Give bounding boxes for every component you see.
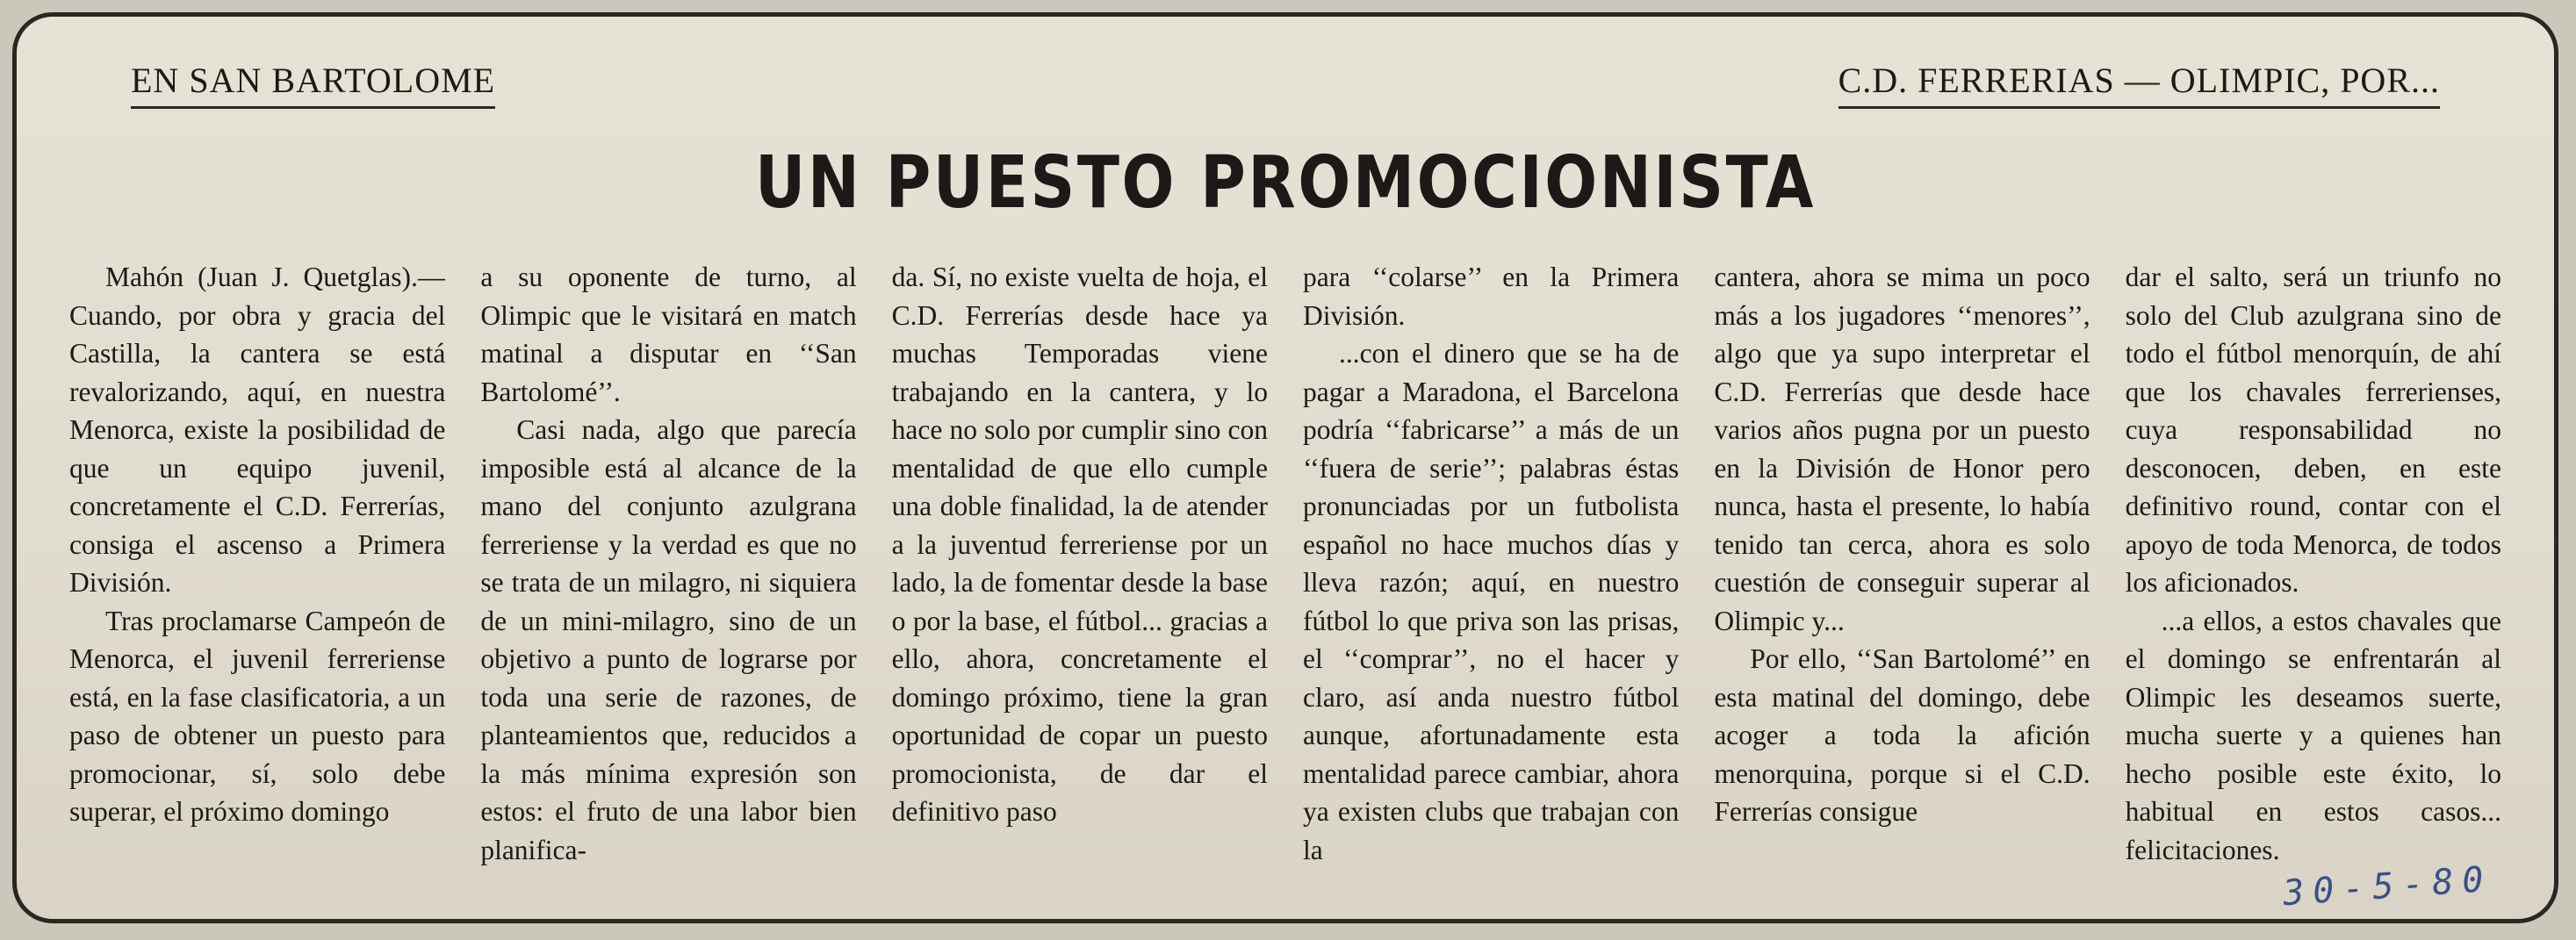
paragraph: Casi nada, algo que parecía imposible está al alcance de la mano del conjunto azulgrana ferreriense y la verdad es que no se trata de un milagro, ni siquiera de un mini-milagro, sino de un objetivo a punto de lograrse por toda una serie de razones, de planteamientos que, reducidos a la más mínima expresión son estos: el fruto de una labor bien planifica- [480, 414, 857, 865]
text-column-1 [69, 258, 445, 908]
text-column-2 [480, 258, 856, 908]
article-header [17, 59, 2554, 111]
paragraph: para ‘‘colarse’’ en la Primera División. [1303, 262, 1680, 331]
paragraph: a su oponente de turno, al Olimpic que le visitará en match matinal a disputar en ‘‘San Bartolomé’’. [480, 262, 857, 407]
paragraph: ...con el dinero que se ha de pagar a Maradona, el Barcelona podría ‘‘fabricarse’’ a más de un ‘‘fuera de serie’’; palabras éstas pronunciadas por un futbolista español no hace muchos días y lleva razón; aquí, en nuestro fútbol lo que priva son las prisas, el ‘‘comprar’’, no el hacer y claro, así anda nuestro fútbol aunque, afortunadamente esta mentalidad parece cambiar, ahora ya existen clubs que trabajan con la [1303, 338, 1680, 865]
text-column-6 [2126, 258, 2501, 908]
text-column-5 [1714, 258, 2090, 908]
paragraph: da. Sí, no existe vuelta de hoja, el C.D. Ferrerías desde hace ya muchas Temporadas viene trabajando en la cantera, y lo hace no solo por cumplir sino con mentalidad de que ello cumple una doble finalidad, la de atender a la juventud ferreriense por un lado, la de fomentar desde la base o por la base, el fútbol... gracias a ello, ahora, concretamente el domingo próximo, tiene la gran oportunidad de copar un puesto promocionista, de dar el definitivo paso [891, 262, 1268, 827]
paragraph: dar el salto, será un triunfo no solo del Club azulgrana sino de todo el fútbol menorquín, de ahí que los chavales ferrerienses, cuya responsabilidad no desconocen, deben, en este definitivo round, contar con el apoyo de toda Menorca, de todos los aficionados. [2125, 262, 2501, 598]
section-label-left: EN SAN BARTOLOME [131, 59, 495, 109]
paragraph: Mahón (Juan J. Quetglas).— Cuando, por obra y gracia del Castilla, la cantera se está revalorizando, aquí, en nuestra Menorca, existe la posibilidad de que un equipo juvenil, concretamente el C.D. Ferrerías, consiga el ascenso a Primera División. [69, 262, 446, 598]
article-headline: UN PUESTO PROMOCIONISTA [755, 141, 1816, 225]
newspaper-clipping [12, 12, 2558, 923]
paragraph: Por ello, ‘‘San Bartolomé’’ en esta matinal del domingo, debe acoger a toda la afición menorquina, porque si el C.D. Ferrerías consigue [1714, 643, 2090, 827]
paragraph: cantera, ahora se mima un poco más a los jugadores ‘‘menores’’, algo que ya supo interpretar el C.D. Ferrerías que desde hace varios años pugna por un puesto en la División de Honor pero nunca, hasta el presente, lo había tenido tan cerca, ahora es solo cuestión de conseguir superar al Olimpic y... [1714, 262, 2090, 636]
handwritten-date: 30-5-80 [2282, 858, 2494, 915]
article-body [69, 258, 2501, 908]
paragraph: ...a ellos, a estos chavales que el domingo se enfrentarán al Olimpic les deseamos suerte, mucha suerte y a quienes han hecho posible este éxito, lo habitual en estos casos... felicitaciones. [2125, 605, 2501, 865]
text-column-3 [892, 258, 1268, 908]
section-label-right: C.D. FERRERIAS — OLIMPIC, POR... [1838, 59, 2440, 109]
text-column-4 [1303, 258, 1679, 908]
paragraph: Tras proclamarse Campeón de Menorca, el juvenil ferreriense está, en la fase clasificatoria, a un paso de obtener un puesto para promocionar, sí, solo debe superar, el próximo domingo [69, 605, 446, 827]
